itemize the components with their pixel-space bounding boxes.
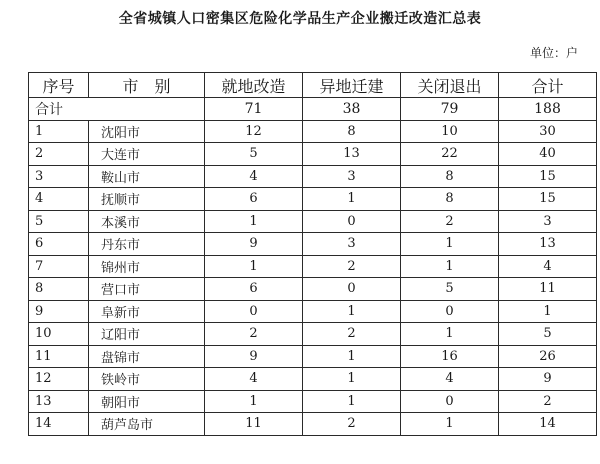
row-city: 盘锦市	[89, 345, 205, 368]
row-closure: 16	[401, 345, 499, 368]
row-closure: 1	[401, 233, 499, 256]
row-index: 10	[29, 323, 89, 346]
row-closure: 0	[401, 300, 499, 323]
row-closure: 4	[401, 368, 499, 391]
row-closure: 1	[401, 323, 499, 346]
row-relocation: 2	[303, 255, 401, 278]
document-title: 全省城镇人口密集区危险化学品生产企业搬迁改造汇总表	[118, 11, 482, 27]
row-index: 2	[29, 143, 89, 166]
row-index: 11	[29, 345, 89, 368]
row-index: 3	[29, 165, 89, 188]
table-row	[29, 255, 597, 278]
row-total: 9	[499, 368, 597, 391]
row-relocation: 8	[303, 120, 401, 143]
row-city: 抚顺市	[89, 188, 205, 211]
row-index: 13	[29, 390, 89, 413]
header-row	[29, 73, 597, 98]
row-local-renovation: 0	[205, 300, 303, 323]
table-row	[29, 323, 597, 346]
table-row	[29, 368, 597, 391]
row-relocation: 1	[303, 188, 401, 211]
row-city: 丹东市	[89, 233, 205, 256]
header-index: 序号	[29, 73, 89, 98]
row-city: 朝阳市	[89, 390, 205, 413]
row-city: 营口市	[89, 278, 205, 301]
row-index: 6	[29, 233, 89, 256]
row-total: 26	[499, 345, 597, 368]
row-relocation: 2	[303, 413, 401, 436]
row-city: 锦州市	[89, 255, 205, 278]
row-index: 12	[29, 368, 89, 391]
row-index: 14	[29, 413, 89, 436]
row-local-renovation: 9	[205, 233, 303, 256]
row-closure: 22	[401, 143, 499, 166]
row-total: 15	[499, 165, 597, 188]
row-index: 4	[29, 188, 89, 211]
header-total: 合计	[499, 73, 597, 98]
row-relocation: 1	[303, 368, 401, 391]
header-city: 市 别	[89, 73, 205, 98]
total-sum: 188	[499, 98, 597, 121]
summary-table	[28, 72, 597, 436]
table-row	[29, 165, 597, 188]
row-city: 鞍山市	[89, 165, 205, 188]
row-local-renovation: 2	[205, 323, 303, 346]
row-relocation: 0	[303, 278, 401, 301]
row-local-renovation: 1	[205, 255, 303, 278]
header-relocation: 异地迁建	[303, 73, 401, 98]
row-local-renovation: 4	[205, 368, 303, 391]
header-closure: 关闭退出	[401, 73, 499, 98]
table-row	[29, 278, 597, 301]
table-row	[29, 188, 597, 211]
row-relocation: 1	[303, 345, 401, 368]
row-total: 11	[499, 278, 597, 301]
total-closure: 79	[401, 98, 499, 121]
unit-label: 单位：户	[529, 46, 578, 60]
row-city: 大连市	[89, 143, 205, 166]
row-local-renovation: 6	[205, 278, 303, 301]
row-city: 辽阳市	[89, 323, 205, 346]
row-local-renovation: 1	[205, 210, 303, 233]
row-relocation: 3	[303, 165, 401, 188]
total-label: 合计	[29, 98, 205, 121]
row-city: 铁岭市	[89, 368, 205, 391]
row-total: 15	[499, 188, 597, 211]
table-row	[29, 300, 597, 323]
row-city: 葫芦岛市	[89, 413, 205, 436]
header-local-renovation: 就地改造	[205, 73, 303, 98]
table-row	[29, 143, 597, 166]
row-city: 本溪市	[89, 210, 205, 233]
row-total: 2	[499, 390, 597, 413]
row-local-renovation: 5	[205, 143, 303, 166]
row-total: 1	[499, 300, 597, 323]
table-row	[29, 120, 597, 143]
row-closure: 8	[401, 188, 499, 211]
row-local-renovation: 6	[205, 188, 303, 211]
row-closure: 5	[401, 278, 499, 301]
row-closure: 2	[401, 210, 499, 233]
row-total: 4	[499, 255, 597, 278]
row-local-renovation: 11	[205, 413, 303, 436]
row-closure: 1	[401, 413, 499, 436]
total-local-renovation: 71	[205, 98, 303, 121]
row-relocation: 13	[303, 143, 401, 166]
table-row	[29, 233, 597, 256]
row-total: 14	[499, 413, 597, 436]
table-row	[29, 210, 597, 233]
row-total: 3	[499, 210, 597, 233]
row-index: 9	[29, 300, 89, 323]
row-relocation: 2	[303, 323, 401, 346]
row-closure: 8	[401, 165, 499, 188]
table-row	[29, 345, 597, 368]
row-relocation: 1	[303, 300, 401, 323]
table-row	[29, 413, 597, 436]
row-index: 5	[29, 210, 89, 233]
row-local-renovation: 4	[205, 165, 303, 188]
row-local-renovation: 9	[205, 345, 303, 368]
row-total: 40	[499, 143, 597, 166]
row-city: 阜新市	[89, 300, 205, 323]
total-relocation: 38	[303, 98, 401, 121]
row-total: 5	[499, 323, 597, 346]
row-relocation: 1	[303, 390, 401, 413]
row-index: 7	[29, 255, 89, 278]
row-closure: 0	[401, 390, 499, 413]
row-index: 1	[29, 120, 89, 143]
row-closure: 1	[401, 255, 499, 278]
row-closure: 10	[401, 120, 499, 143]
total-row	[29, 98, 597, 121]
row-relocation: 0	[303, 210, 401, 233]
row-city: 沈阳市	[89, 120, 205, 143]
row-local-renovation: 12	[205, 120, 303, 143]
row-local-renovation: 1	[205, 390, 303, 413]
table-row	[29, 390, 597, 413]
row-index: 8	[29, 278, 89, 301]
row-relocation: 3	[303, 233, 401, 256]
row-total: 13	[499, 233, 597, 256]
row-total: 30	[499, 120, 597, 143]
